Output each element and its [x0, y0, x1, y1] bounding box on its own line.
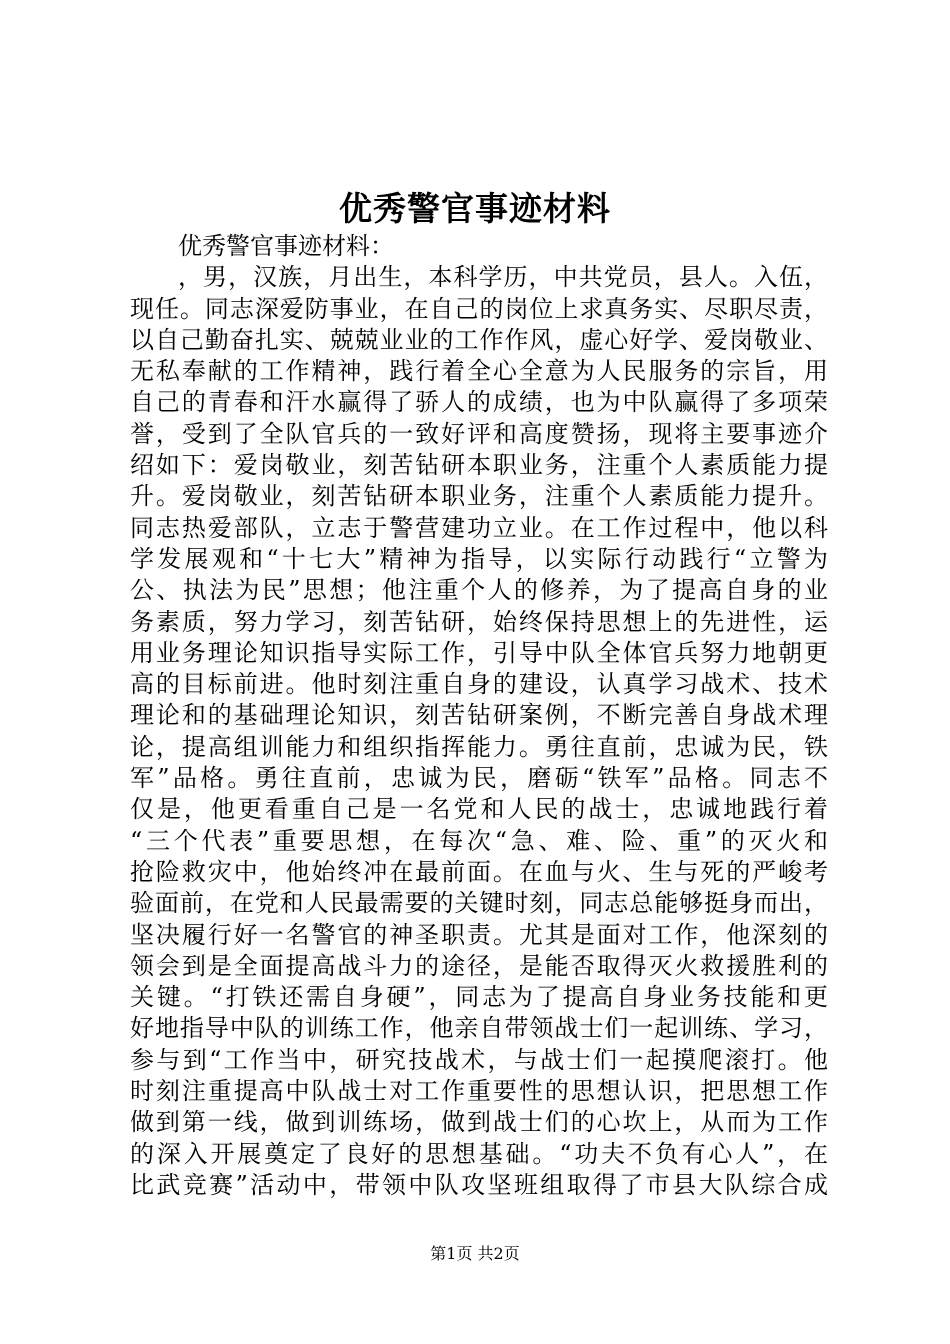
body-line: 军”品格。勇往直前，忠诚为民，磨砺“铁军”品格。同志不 — [130, 764, 828, 793]
body-line: 优秀警官事迹材料： — [178, 232, 394, 260]
body-line: 抢险救灾中，他始终冲在最前面。在血与火、生与死的严峻考 — [130, 857, 828, 886]
body-line: 以自己勤奋扎实、兢兢业业的工作作风，虚心好学、爱岗敬业、 — [130, 325, 828, 354]
body-line: 论，提高组训能力和组织指挥能力。勇往直前，忠诚为民，铁 — [130, 732, 828, 761]
body-line: 好地指导中队的训练工作，他亲自带领战士们一起训练、学习， — [130, 1014, 828, 1043]
body-line: 比武竞赛”活动中，带领中队攻坚班组取得了市县大队综合成 — [130, 1170, 828, 1199]
body-line: 参与到“工作当中，研究技战术，与战士们一起摸爬滚打。他 — [130, 1045, 828, 1074]
body-line: 无私奉献的工作精神，践行着全心全意为人民服务的宗旨，用 — [130, 357, 828, 386]
body-line: 升。爱岗敬业，刻苦钻研本职业务，注重个人素质能力提升。 — [130, 482, 828, 511]
body-line: 做到第一线，做到训练场，做到战士们的心坎上，从而为工作 — [130, 1108, 828, 1137]
body-line: 现任。同志深爱防事业，在自己的岗位上求真务实、尽职尽责， — [130, 294, 828, 323]
body-line: 坚决履行好一名警官的神圣职责。尤其是面对工作，他深刻的 — [130, 920, 828, 949]
body-line: 仅是，他更看重自己是一名党和人民的战士，忠诚地践行着 — [130, 795, 828, 824]
body-line: ，男，汉族，月出生，本科学历，中共党员，县人。入伍， — [178, 263, 828, 292]
body-line: 理论和的基础理论知识，刻苦钻研案例，不断完善自身战术理 — [130, 701, 828, 730]
body-line: 验面前，在党和人民最需要的关键时刻，同志总能够挺身而出， — [130, 889, 828, 918]
body-line: 绍如下：爱岗敬业，刻苦钻研本职业务，注重个人素质能力提 — [130, 451, 828, 480]
body-line: 公、执法为民”思想；他注重个人的修养，为了提高自身的业 — [130, 576, 828, 605]
body-line: 自己的青春和汗水赢得了骄人的成绩，也为中队赢得了多项荣 — [130, 388, 828, 417]
body-line: 高的目标前进。他时刻注重自身的建设，认真学习战术、技术 — [130, 670, 828, 699]
page-footer: 第1页 共2页 — [430, 1244, 520, 1263]
document-title: 优秀警官事迹材料 — [339, 189, 611, 228]
body-line: 的深入开展奠定了良好的思想基础。“功夫不负有心人”，在 — [130, 1139, 828, 1168]
body-line: 关键。“打铁还需自身硬”，同志为了提高自身业务技能和更 — [130, 983, 828, 1012]
body-line: 学发展观和“十七大”精神为指导，以实际行动践行“立警为 — [130, 544, 828, 573]
body-line: 时刻注重提高中队战士对工作重要性的思想认识，把思想工作 — [130, 1077, 828, 1106]
body-line: “三个代表”重要思想，在每次“急、难、险、重”的灭火和 — [130, 826, 828, 855]
body-line: 务素质，努力学习，刻苦钻研，始终保持思想上的先进性，运 — [130, 607, 828, 636]
body-line: 领会到是全面提高战斗力的途径，是能否取得灭火救援胜利的 — [130, 951, 828, 980]
body-line: 誉，受到了全队官兵的一致好评和高度赞扬，现将主要事迹介 — [130, 419, 828, 448]
body-line: 用业务理论知识指导实际工作，引导中队全体官兵努力地朝更 — [130, 638, 828, 667]
document-body — [130, 231, 828, 1201]
body-line: 同志热爱部队，立志于警营建功立业。在工作过程中，他以科 — [130, 513, 828, 542]
